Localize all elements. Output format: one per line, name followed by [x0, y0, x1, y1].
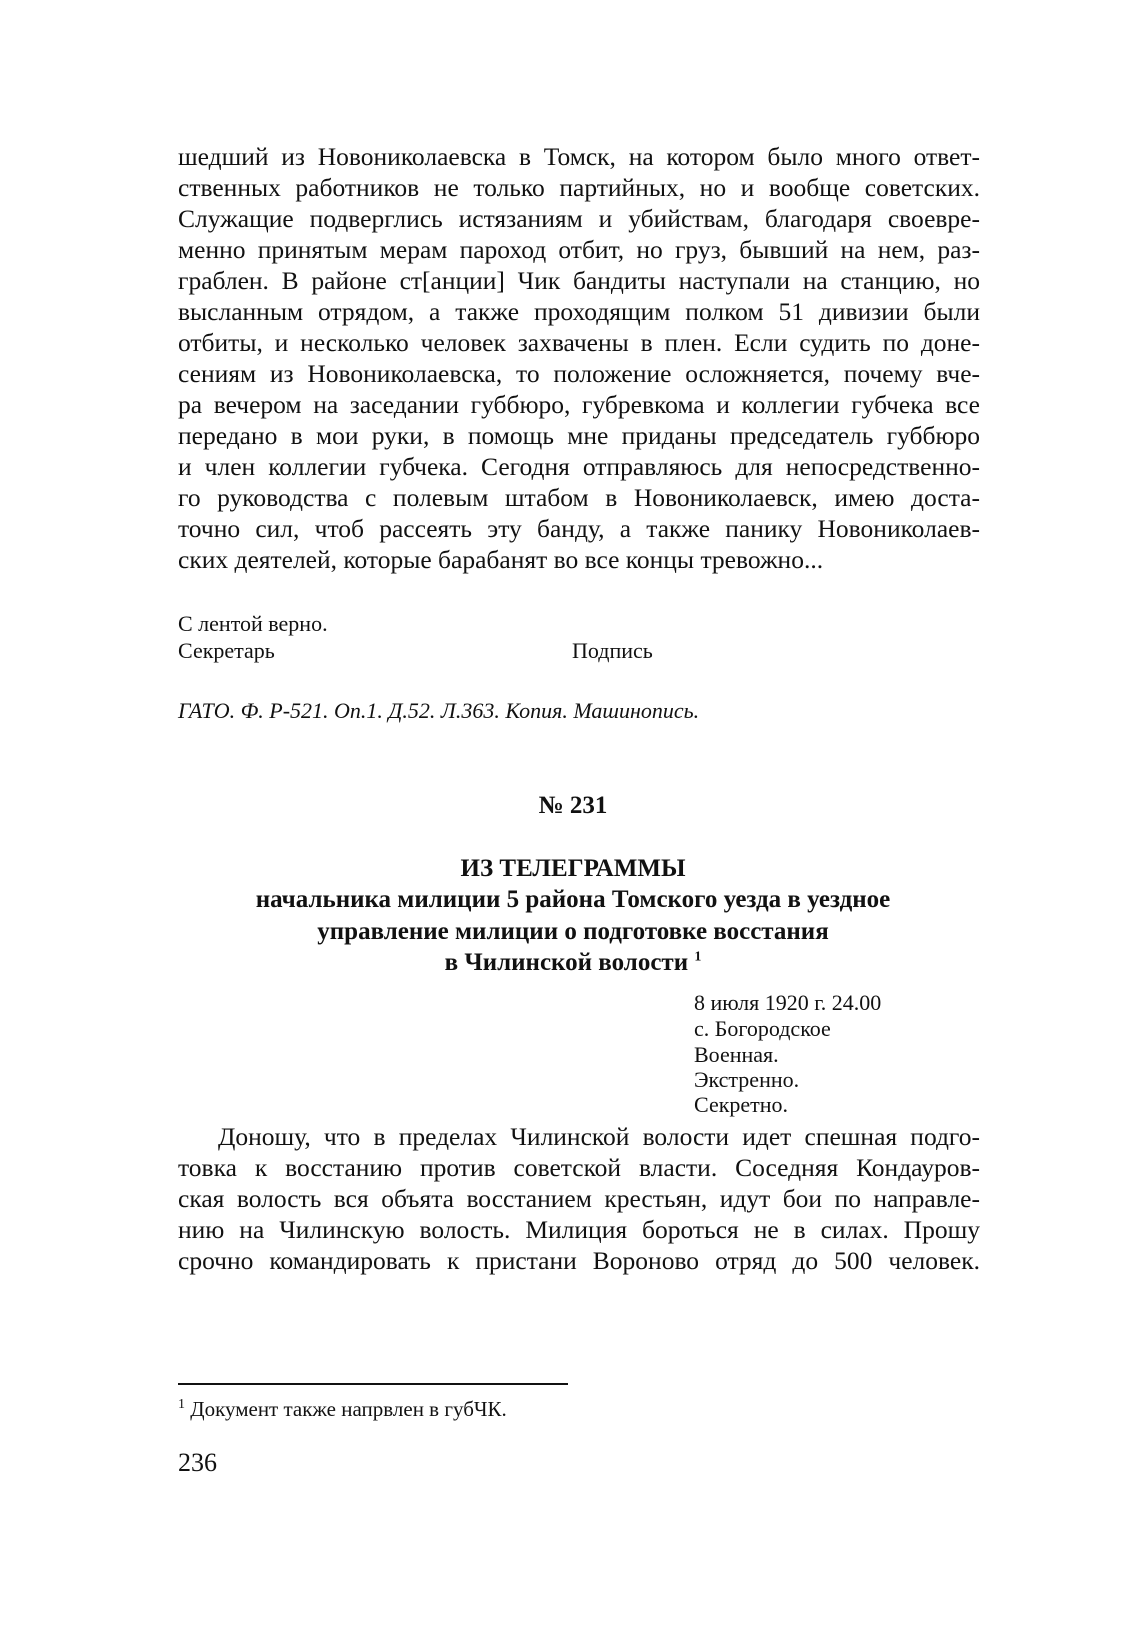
telegram-date: 8 июля 1920 г. 24.00: [694, 990, 882, 1015]
footnote: [178, 1394, 507, 1424]
paragraph-line: ра вечером на заседании губбюро, губревкома и коллегии губчека все: [178, 390, 980, 419]
paragraph-line: Служащие подверглись истязаниям и убийствам, благодаря своевре-: [178, 204, 980, 233]
archive-source: ГАТО. Ф. Р-521. Оп.1. Д.52. Л.363. Копия. Машинопись.: [178, 698, 700, 723]
telegram-secrecy: Секретно.: [694, 1092, 789, 1117]
paragraph-line: срочно командировать к пристани Вороново отряд до 500 человек.: [178, 1246, 980, 1275]
page-number: 236: [178, 1448, 217, 1477]
document-subtitle-line: управление милиции о подготовке восстания: [317, 918, 829, 945]
footnote-text: Документ также напрвлен в губЧК.: [190, 1397, 507, 1421]
document-number: № 231: [538, 792, 608, 819]
paragraph-line: ских деятелей, которые барабанят во все концы тревожно...: [178, 545, 824, 574]
subtitle-text: в Чилинской волости: [444, 949, 689, 976]
footnote-mark: 1: [178, 1397, 185, 1412]
paragraph-line: и член коллегии губчека. Сегодня отправляюсь для непосредственно-: [178, 452, 980, 481]
document-subtitle-line: начальника милиции 5 района Томского уезда в уездное: [255, 886, 891, 913]
paragraph-line: шедший из Новониколаевска в Томск, на котором было много ответ-: [178, 142, 980, 171]
paragraph-line: го руководства с полевым штабом в Новониколаевск, имею доста-: [178, 483, 980, 512]
paragraph-line: нию на Чилинскую волость. Милиция бороться не в силах. Прошу: [178, 1215, 980, 1244]
footnote-divider: [178, 1383, 568, 1385]
paragraph-line: ская волость вся объята восстанием крестьян, идут бои по направле-: [178, 1184, 980, 1213]
paragraph-line: сениям из Новониколаевска, то положение осложняется, почему вче-: [178, 359, 980, 388]
telegram-place: с. Богородское: [694, 1016, 831, 1041]
telegram-urgency: Экстренно.: [694, 1067, 800, 1092]
secretary-label: Секретарь: [178, 638, 275, 663]
footnote-reference: 1: [694, 949, 702, 965]
paragraph-line: точно сил, чтоб рассеять эту банду, а также панику Новониколаев-: [178, 514, 980, 543]
paragraph-line: товка к восстанию против советской власти. Соседняя Кондауров-: [178, 1153, 980, 1182]
document-subtitle-line: [0, 949, 1146, 977]
paragraph-line: передано в мои руки, в помощь мне приданы председатель губбюро: [178, 421, 980, 450]
telegram-type: Военная.: [694, 1042, 779, 1067]
signature-label: Подпись: [572, 638, 653, 663]
paragraph-line: отбиты, и несколько человек захвачены в плен. Если судить по доне-: [178, 328, 980, 357]
paragraph-line: высланным отрядом, а также проходящим полком 51 дивизии были: [178, 297, 980, 326]
paragraph-line: ственных работников не только партийных, но и вообще советских.: [178, 173, 980, 202]
certification-text: С лентой верно.: [178, 611, 328, 636]
paragraph-line: Доношу, что в пределах Чилинской волости идет спешная подго-: [218, 1122, 980, 1151]
paragraph-line: менно принятым мерам пароход отбит, но груз, бывший на нем, раз-: [178, 235, 980, 264]
paragraph-line: граблен. В районе ст[анции] Чик бандиты наступали на станцию, но: [178, 266, 980, 295]
document-title: ИЗ ТЕЛЕГРАММЫ: [460, 855, 686, 882]
